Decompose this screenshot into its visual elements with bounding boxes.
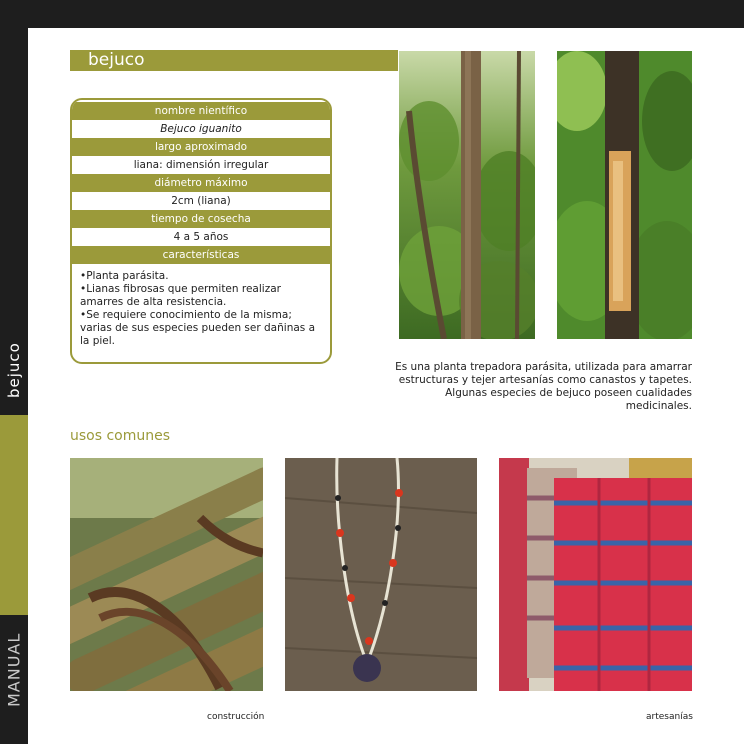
- uses-title: usos comunes: [70, 428, 171, 444]
- characteristic-item: •Planta parásita.: [80, 270, 169, 282]
- scientific-name-label: nombre nientífico: [72, 102, 330, 120]
- construction-photo: [70, 458, 263, 691]
- crafts-photo: [499, 458, 692, 691]
- characteristics-label: características: [72, 246, 330, 264]
- plant-description: Es una planta trepadora parásita, utilizada para amarrar estructuras y tejer artesanías como canastos y tapetes. Algunas especies de bejuco poseen cualidades medicinales.: [395, 361, 692, 412]
- harvest-time-value: 4 a 5 años: [72, 228, 330, 246]
- sidebar-accent-block: [0, 415, 28, 615]
- characteristic-item: •Lianas fibrosas que permiten realizar amarres de alta resistencia.: [80, 283, 281, 308]
- construction-caption: construcción: [207, 712, 265, 722]
- diameter-label: diámetro máximo: [72, 174, 330, 192]
- forest-photo: [399, 51, 535, 339]
- page-title: bejuco: [88, 50, 145, 70]
- top-bar: [0, 0, 744, 28]
- characteristics-list: [72, 264, 330, 348]
- scientific-name-value: Bejuco iguanito: [72, 120, 330, 138]
- section-title-bar: [70, 50, 398, 71]
- sidebar-section-label: bejuco: [5, 342, 23, 398]
- necklace-photo: [285, 458, 477, 691]
- info-card: [70, 98, 332, 364]
- harvest-time-label: tiempo de cosecha: [72, 210, 330, 228]
- sidebar-manual-label: MANUAL: [4, 632, 24, 708]
- diameter-value: 2cm (liana): [72, 192, 330, 210]
- trunk-photo: [557, 51, 692, 339]
- characteristic-item: •Se requiere conocimiento de la misma; varias de sus especies pueden ser dañinas a la piel.: [80, 309, 316, 347]
- length-value: liana: dimensión irregular: [72, 156, 330, 174]
- crafts-caption: artesanías: [646, 712, 693, 722]
- length-label: largo aproximado: [72, 138, 330, 156]
